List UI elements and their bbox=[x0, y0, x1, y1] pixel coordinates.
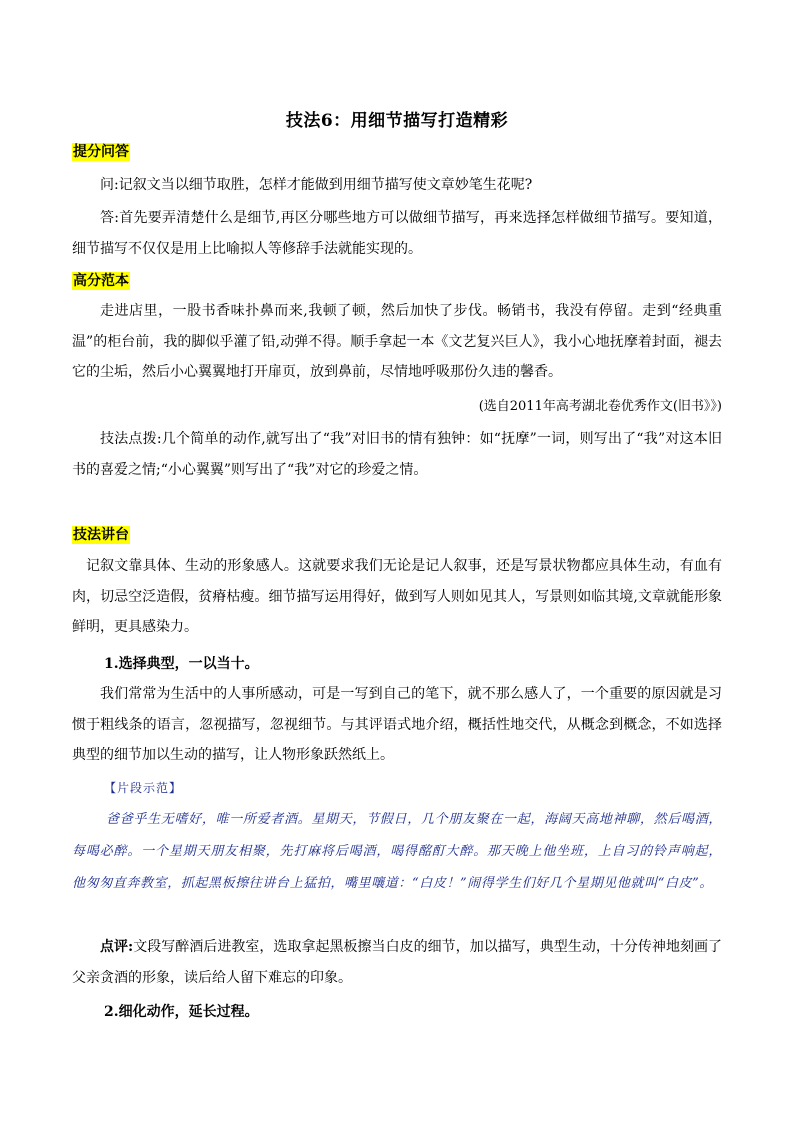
model-paragraph: 走进店里，一股书香味扑鼻而来,我顿了顿，然后加快了步伐。畅销书，我没有停留。走到“经典重温”的柜台前，我的脚似乎灌了铅,动弹不得。顺手拿起一本《文艺复兴巨人》，我小心地抚摩着封面，褪去它的尘垢，然后小心翼翼地打开扉页，放到鼻前，尽情地呼吸那份久违的馨香。 bbox=[72, 303, 722, 380]
excerpt-paragraph: 爸爸乎生无嗜好，唯一所爱者酒。星期天，节假日，几个朋友聚在一起，海阔天高地神聊，然后喝酒，每喝必醉。一个星期天朋友相聚，先打麻将后喝酒，喝得酩酊大醉。那天晚上他坐班，上自习的铃声响起，他匆匆直奔教室，抓起黑板擦往讲台上猛拍，嘴里嚷道：“白皮！”闹得学生们好几个星期见他就叫“白皮”。 bbox=[72, 812, 722, 891]
comment-paragraph bbox=[72, 932, 722, 993]
point-2-title: 2.细化动作，延长过程。 bbox=[104, 1004, 259, 1020]
excerpt-label: 【片段示范】 bbox=[104, 781, 183, 795]
section-label-model: 高分范本 bbox=[73, 273, 129, 289]
comment-text: 文段写醉酒后进教室，选取拿起黑板擦当白皮的细节，加以描写，典型生动，十分传神地刻画了父亲贪酒的形象，读后给人留下难忘的印象。 bbox=[72, 939, 723, 986]
source-citation: (选自2011年高考湖北卷优秀作文(旧书》》) bbox=[478, 399, 722, 414]
section-label-qa: 提分问答 bbox=[73, 144, 129, 160]
page-title: 技法6：用细节描写打造精彩 bbox=[285, 111, 509, 131]
question-paragraph: 问:记叙文当以细节取胜，怎样才能做到用细节描写使文章妙笔生花呢? bbox=[100, 177, 533, 193]
analysis-paragraph: 技法点拨:几个简单的动作,就写出了“我”对旧书的情有独钟：如“抚摩”一词，则写出了“我”对这本旧书的喜爱之情;“小心翼翼”则写出了“我”对它的珍爱之情。 bbox=[72, 431, 722, 478]
point-1-title: 1.选择典型，一以当十。 bbox=[104, 656, 259, 672]
comment-label: 点评: bbox=[100, 939, 134, 955]
section-label-lecture: 技法讲台 bbox=[73, 527, 129, 543]
intro-paragraph: 记叙文靠具体、生动的形象感人。这就要求我们无论是记人叙事，还是写景状物都应具体生动，有血有肉，切忌空泛造假，贫瘠枯瘦。细节描写运用得好，做到写人则如见其人，写景则如临其境,文章就能形象鲜明，更具感染力。 bbox=[72, 558, 722, 635]
point-1-body: 我们常常为生活中的人事所感动，可是一写到自己的笔下，就不那么感人了，一个重要的原因就是习惯于粗线条的语言，忽视描写，忽视细节。与其评语式地介绍，概括性地交代，从概念到概念，不如选择典型的细节加以生动的描写，让人物形象跃然纸上。 bbox=[72, 686, 722, 763]
answer-paragraph: 答:首先要弄清楚什么是细节,再区分哪些地方可以做细节描写，再来选择怎样做细节描写。要知道，细节描写不仅仅是用上比喻拟人等修辞手法就能实现的。 bbox=[72, 210, 722, 257]
